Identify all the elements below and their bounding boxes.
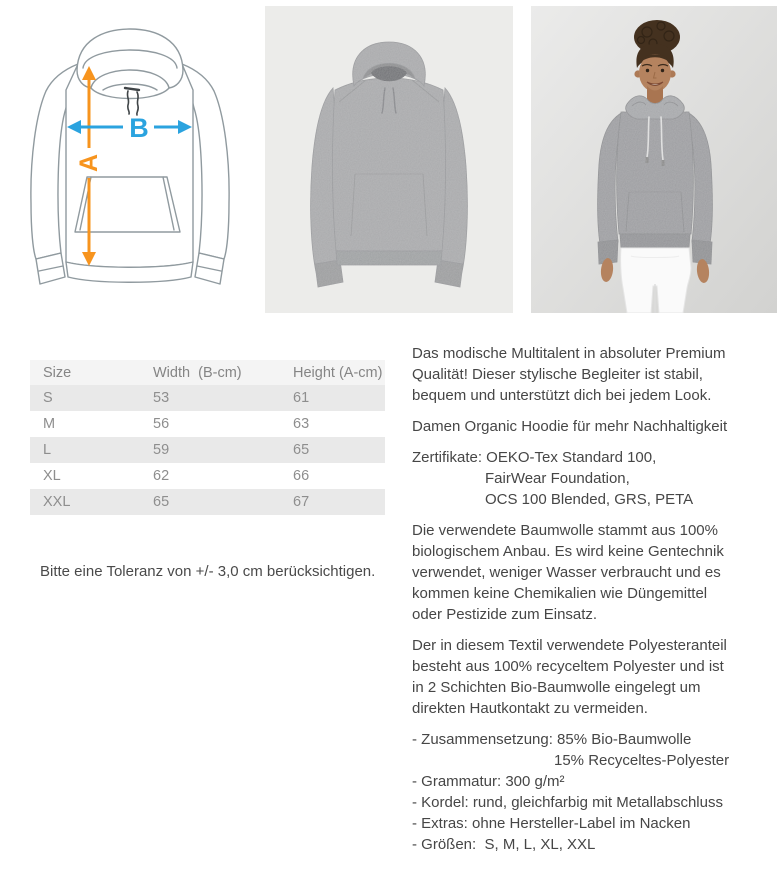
description-line: bequem und unterstützt dich bei jedem Look. — [412, 387, 712, 404]
cell-width: 53 — [153, 390, 170, 406]
description-line: in 2 Schichten Bio-Baumwolle eingelegt um — [412, 679, 701, 696]
cell-height: 67 — [293, 494, 310, 510]
description-line: oder Pestizide zum Einsatz. — [412, 606, 598, 623]
polyester-paragraph — [412, 635, 777, 719]
product-description — [412, 343, 777, 865]
spec-line: - Kordel: rund, gleichfarbig mit Metallabschluss — [412, 794, 723, 811]
certificate-line: FairWear Foundation, — [485, 470, 630, 487]
description-line: verwendet, weniger Wasser verbraucht und es — [412, 564, 721, 581]
table-row — [30, 463, 385, 489]
product-photo-flat — [265, 6, 513, 313]
cell-size: XL — [43, 468, 61, 484]
certificates-block — [412, 447, 777, 510]
cell-size: S — [43, 390, 53, 406]
cell-height: 65 — [293, 442, 310, 458]
product-photo-model — [531, 6, 777, 313]
col-header-width: Width (B-cm) — [153, 364, 242, 381]
spec-line: - Zusammensetzung: 85% Bio-Baumwolle — [412, 731, 692, 748]
cell-height: 66 — [293, 468, 310, 484]
certificate-line: Zertifikate: OEKO-Tex Standard 100, — [412, 449, 657, 466]
size-table-header — [30, 360, 385, 385]
cotton-paragraph — [412, 520, 777, 625]
size-table — [30, 360, 385, 515]
description-line: Das modische Multitalent in absoluter Premium — [412, 345, 726, 362]
spec-list — [412, 729, 777, 855]
cell-height: 63 — [293, 416, 310, 432]
spec-line: 15% Recyceltes-Polyester — [554, 752, 730, 769]
cell-size: L — [43, 442, 52, 458]
spec-line: - Extras: ohne Hersteller-Label im Nacken — [412, 815, 691, 832]
table-row — [30, 385, 385, 411]
cell-height: 61 — [293, 390, 310, 406]
col-header-height: Height (A-cm) — [293, 364, 383, 381]
size-diagram — [25, 18, 235, 288]
tolerance-note: Bitte eine Toleranz von +/- 3,0 cm berücksichtigen. — [40, 563, 376, 580]
cell-size: M — [43, 416, 56, 432]
model-torso — [617, 112, 694, 234]
description-line: besteht aus 100% recyceltem Polyester und ist — [412, 658, 724, 675]
spec-line: - Größen: S, M, L, XL, XXL — [412, 836, 596, 853]
table-row — [30, 411, 385, 437]
description-line: direkten Hautkontakt zu vermeiden. — [412, 700, 648, 717]
col-header-size: Size — [43, 364, 72, 381]
cell-width: 62 — [153, 468, 170, 484]
description-subtitle — [412, 416, 777, 437]
cell-size: XXL — [43, 494, 71, 510]
description-line: biologischem Anbau. Es wird keine Gentechnik — [412, 543, 724, 560]
flat-body — [332, 78, 445, 251]
description-line: Der in diesem Textil verwendete Polyesteranteil — [412, 637, 727, 654]
spec-line: - Grammatur: 300 g/m² — [412, 773, 565, 790]
description-line: Damen Organic Hoodie für mehr Nachhaltigkeit — [412, 418, 728, 435]
description-intro — [412, 343, 777, 406]
table-row — [30, 437, 385, 463]
certificate-line: OCS 100 Blended, GRS, PETA — [485, 491, 694, 508]
cell-width: 65 — [153, 494, 170, 510]
cell-width: 56 — [153, 416, 170, 432]
description-line: Die verwendete Baumwolle stammt aus 100% — [412, 522, 718, 539]
size-diagram-drawing — [25, 18, 235, 288]
cell-width: 59 — [153, 442, 170, 458]
table-row — [30, 489, 385, 515]
model-hoodie — [598, 96, 713, 264]
label-b: B — [129, 113, 149, 143]
description-line: Qualität! Dieser stylische Begleiter ist stabil, — [412, 366, 703, 383]
description-line: kommen keine Chemikalien wie Düngemittel — [412, 585, 708, 602]
label-a: A — [75, 153, 103, 173]
